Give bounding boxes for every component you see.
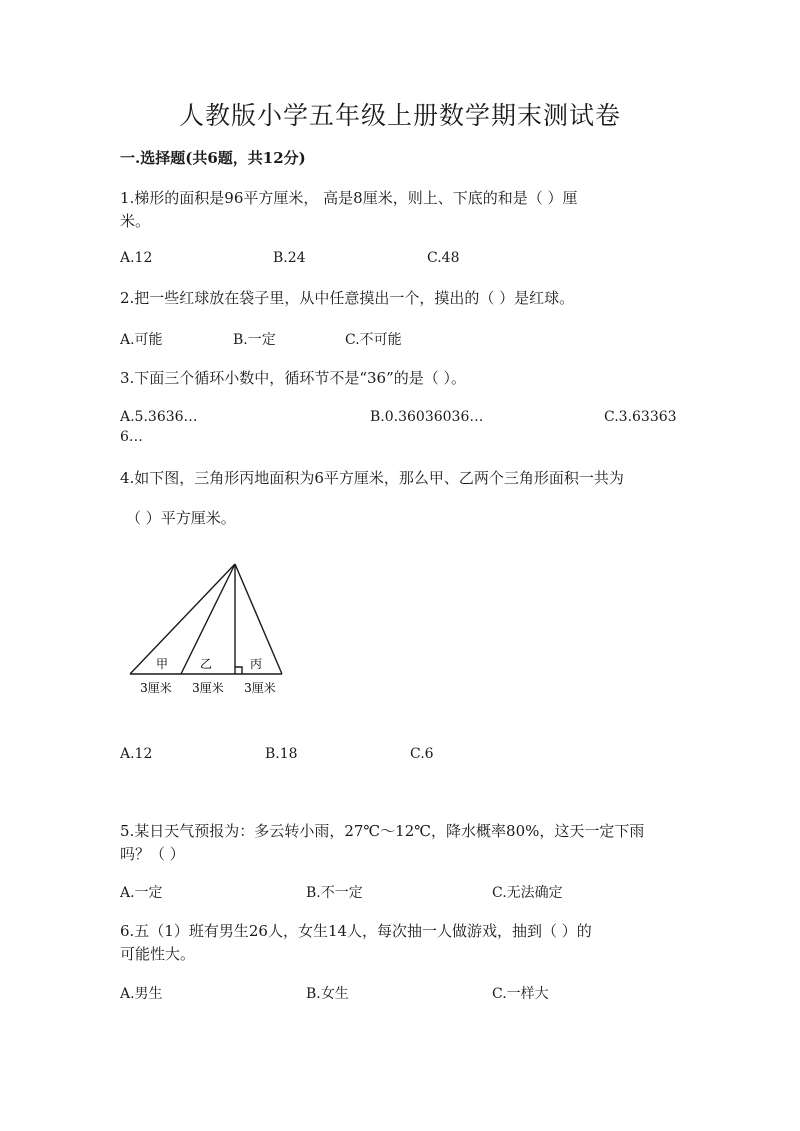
figure-edge-left: [130, 564, 235, 674]
q1-option-c: C.48: [427, 250, 460, 266]
section-heading: 一.选择题(共6题，共12分): [120, 149, 306, 167]
triangle-figure: [124, 558, 294, 700]
q3-option-c: C.3.63363: [604, 409, 677, 425]
label-bing: 丙: [249, 657, 263, 671]
question-6-line2: 可能性大。: [120, 945, 196, 963]
q2-option-c: C.不可能: [345, 332, 402, 348]
base-label-2: 3厘米: [192, 681, 224, 695]
question-6-line1: 6.五（1）班有男生26人，女生14人，每次抽一人做游戏，抽到（ ）的: [120, 922, 592, 940]
q2-option-a: A.可能: [120, 332, 163, 348]
base-label-1: 3厘米: [140, 681, 172, 695]
q1-option-a: A.12: [120, 250, 153, 266]
question-5-line2: 吗？（ ）: [120, 845, 185, 863]
q3-option-c-wrap: 6…: [120, 429, 143, 445]
question-4-line1: 4.如下图，三角形丙地面积为6平方厘米，那么甲、乙两个三角形面积一共为: [120, 469, 624, 487]
q6-option-a: A.男生: [120, 986, 163, 1002]
q3-option-b: B.0.36036036…: [370, 409, 484, 425]
right-angle-mark: [235, 667, 242, 674]
q5-option-c: C.无法确定: [492, 885, 563, 901]
q5-option-b: B.不一定: [306, 885, 363, 901]
question-4-line2: （ ）平方厘米。: [126, 509, 236, 527]
question-3: 3.下面三个循环小数中，循环节不是“36”的是（ ）。: [120, 369, 467, 387]
q6-option-c: C.一样大: [492, 986, 549, 1002]
q2-option-b: B.一定: [233, 332, 276, 348]
question-1: [120, 187, 577, 233]
question-6: [120, 920, 592, 966]
q4-option-c: C.6: [410, 746, 434, 762]
q4-option-a: A.12: [120, 746, 153, 762]
question-2: 2.把一些红球放在袋子里，从中任意摸出一个，摸出的（ ）是红球。: [120, 289, 575, 307]
question-1-line1: 1.梯形的面积是96平方厘米， 高是8厘米，则上、下底的和是（ ）厘: [120, 189, 578, 207]
label-yi: 乙: [199, 657, 213, 671]
question-5: [120, 820, 644, 866]
q5-option-a: A.一定: [120, 885, 163, 901]
label-jia: 甲: [155, 657, 169, 671]
question-5-line1: 5.某日天气预报为：多云转小雨，27℃～12℃，降水概率80%，这天一定下雨: [120, 822, 645, 840]
q3-option-a: A.5.3636…: [120, 409, 198, 425]
question-1-line2: 米。: [120, 212, 151, 230]
base-label-3: 3厘米: [244, 681, 276, 695]
q1-option-b: B.24: [273, 250, 306, 266]
q6-option-b: B.女生: [306, 986, 349, 1002]
q4-option-b: B.18: [265, 746, 298, 762]
page-title: 人教版小学五年级上册数学期末测试卷: [178, 101, 621, 130]
